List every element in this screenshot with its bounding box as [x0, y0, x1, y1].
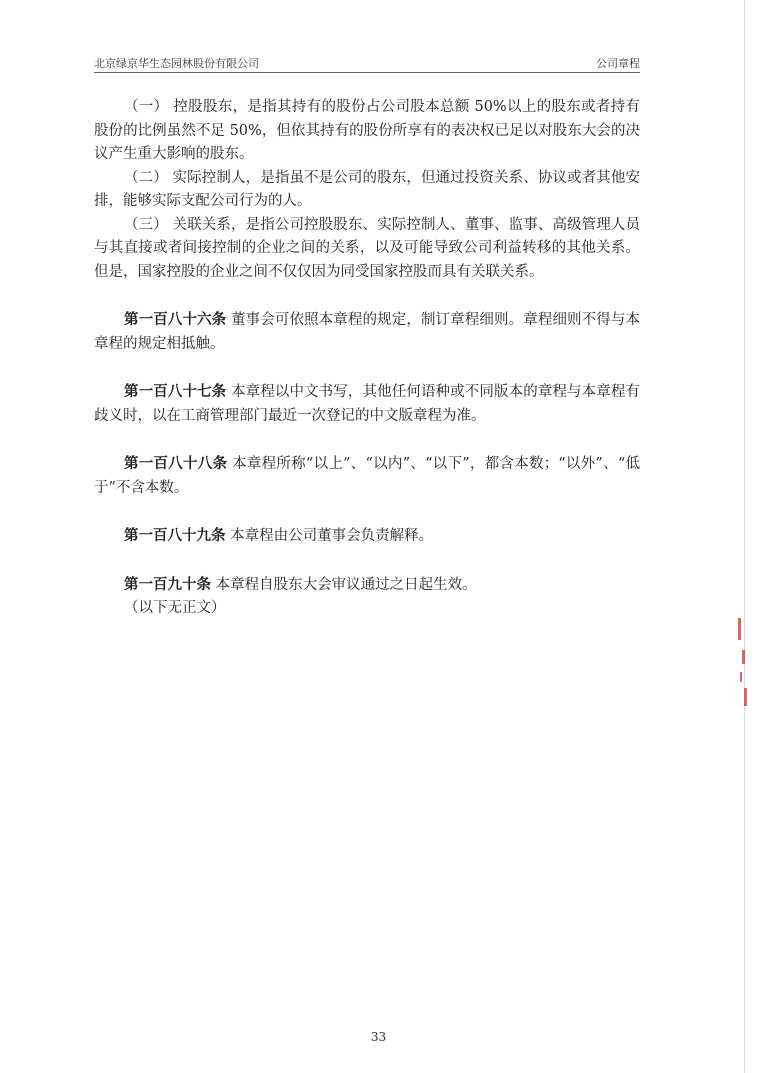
page-header — [94, 55, 640, 73]
article-186-text: 董事会可依照本章程的规定，制订章程细则。章程细则不得与本章程的规定相抵触。 — [94, 312, 641, 352]
definition-related-relationship: （三） 关联关系，是指公司控股股东、实际控制人、董事、监事、高级管理人员与其直接或者间接控制的企业之间的关系，以及可能导致公司利益转移的其他关系。但是，国家控股的企业之间不仅仅因为同受国家控股而具有关联关系。 — [94, 216, 640, 280]
definition-actual-controller: （二） 实际控制人，是指虽不是公司的股东，但通过投资关系、协议或者其他安排，能够实际支配公司行为的人。 — [94, 169, 640, 209]
article-189-title: 第一百八十九条 — [124, 527, 226, 544]
article-187 — [94, 380, 640, 428]
document-body — [94, 96, 640, 621]
article-190-title: 第一百九十条 — [124, 575, 211, 593]
closing-note: （以下无正文） — [124, 600, 226, 616]
article-189-text: 本章程由公司董事会负责解释。 — [225, 528, 434, 544]
definition-controlling-shareholder: （一） 控股股东，是指其持有的股份占公司股本总额 50%以上的股东或者持有股份的比例虽然不足 50%，但依其持有的股份所享有的表决权已足以对股东大会的决议产生重大影响的股东。 — [94, 99, 640, 162]
article-186-title: 第一百八十六条 — [124, 311, 227, 328]
article-188 — [94, 452, 640, 500]
page-number: 33 — [370, 1030, 387, 1044]
page-edge-line — [744, 0, 745, 1073]
article-189 — [94, 524, 640, 549]
article-187-text: 本章程以中文书写，其他任何语种或不同版本的章程与本章程有歧义时，以在工商管理部门最近一次登记的中文版章程为准。 — [94, 384, 641, 424]
seal-stamp-fragment — [730, 610, 750, 710]
article-187-title: 第一百八十七条 — [124, 383, 227, 400]
article-188-text: 本章程所称“以上”、“以内”、“以下”，都含本数；“以外”、“低于”不含本数。 — [94, 456, 640, 496]
header-rule — [94, 72, 640, 73]
article-190 — [94, 573, 640, 598]
article-186 — [94, 308, 640, 356]
article-188-title: 第一百八十八条 — [124, 455, 228, 472]
header-document-title: 公司章程 — [596, 57, 640, 70]
article-190-text: 本章程自股东大会审议通过之日起生效。 — [211, 576, 477, 593]
header-company-name: 北京绿京华生态园林股份有限公司 — [94, 57, 259, 70]
